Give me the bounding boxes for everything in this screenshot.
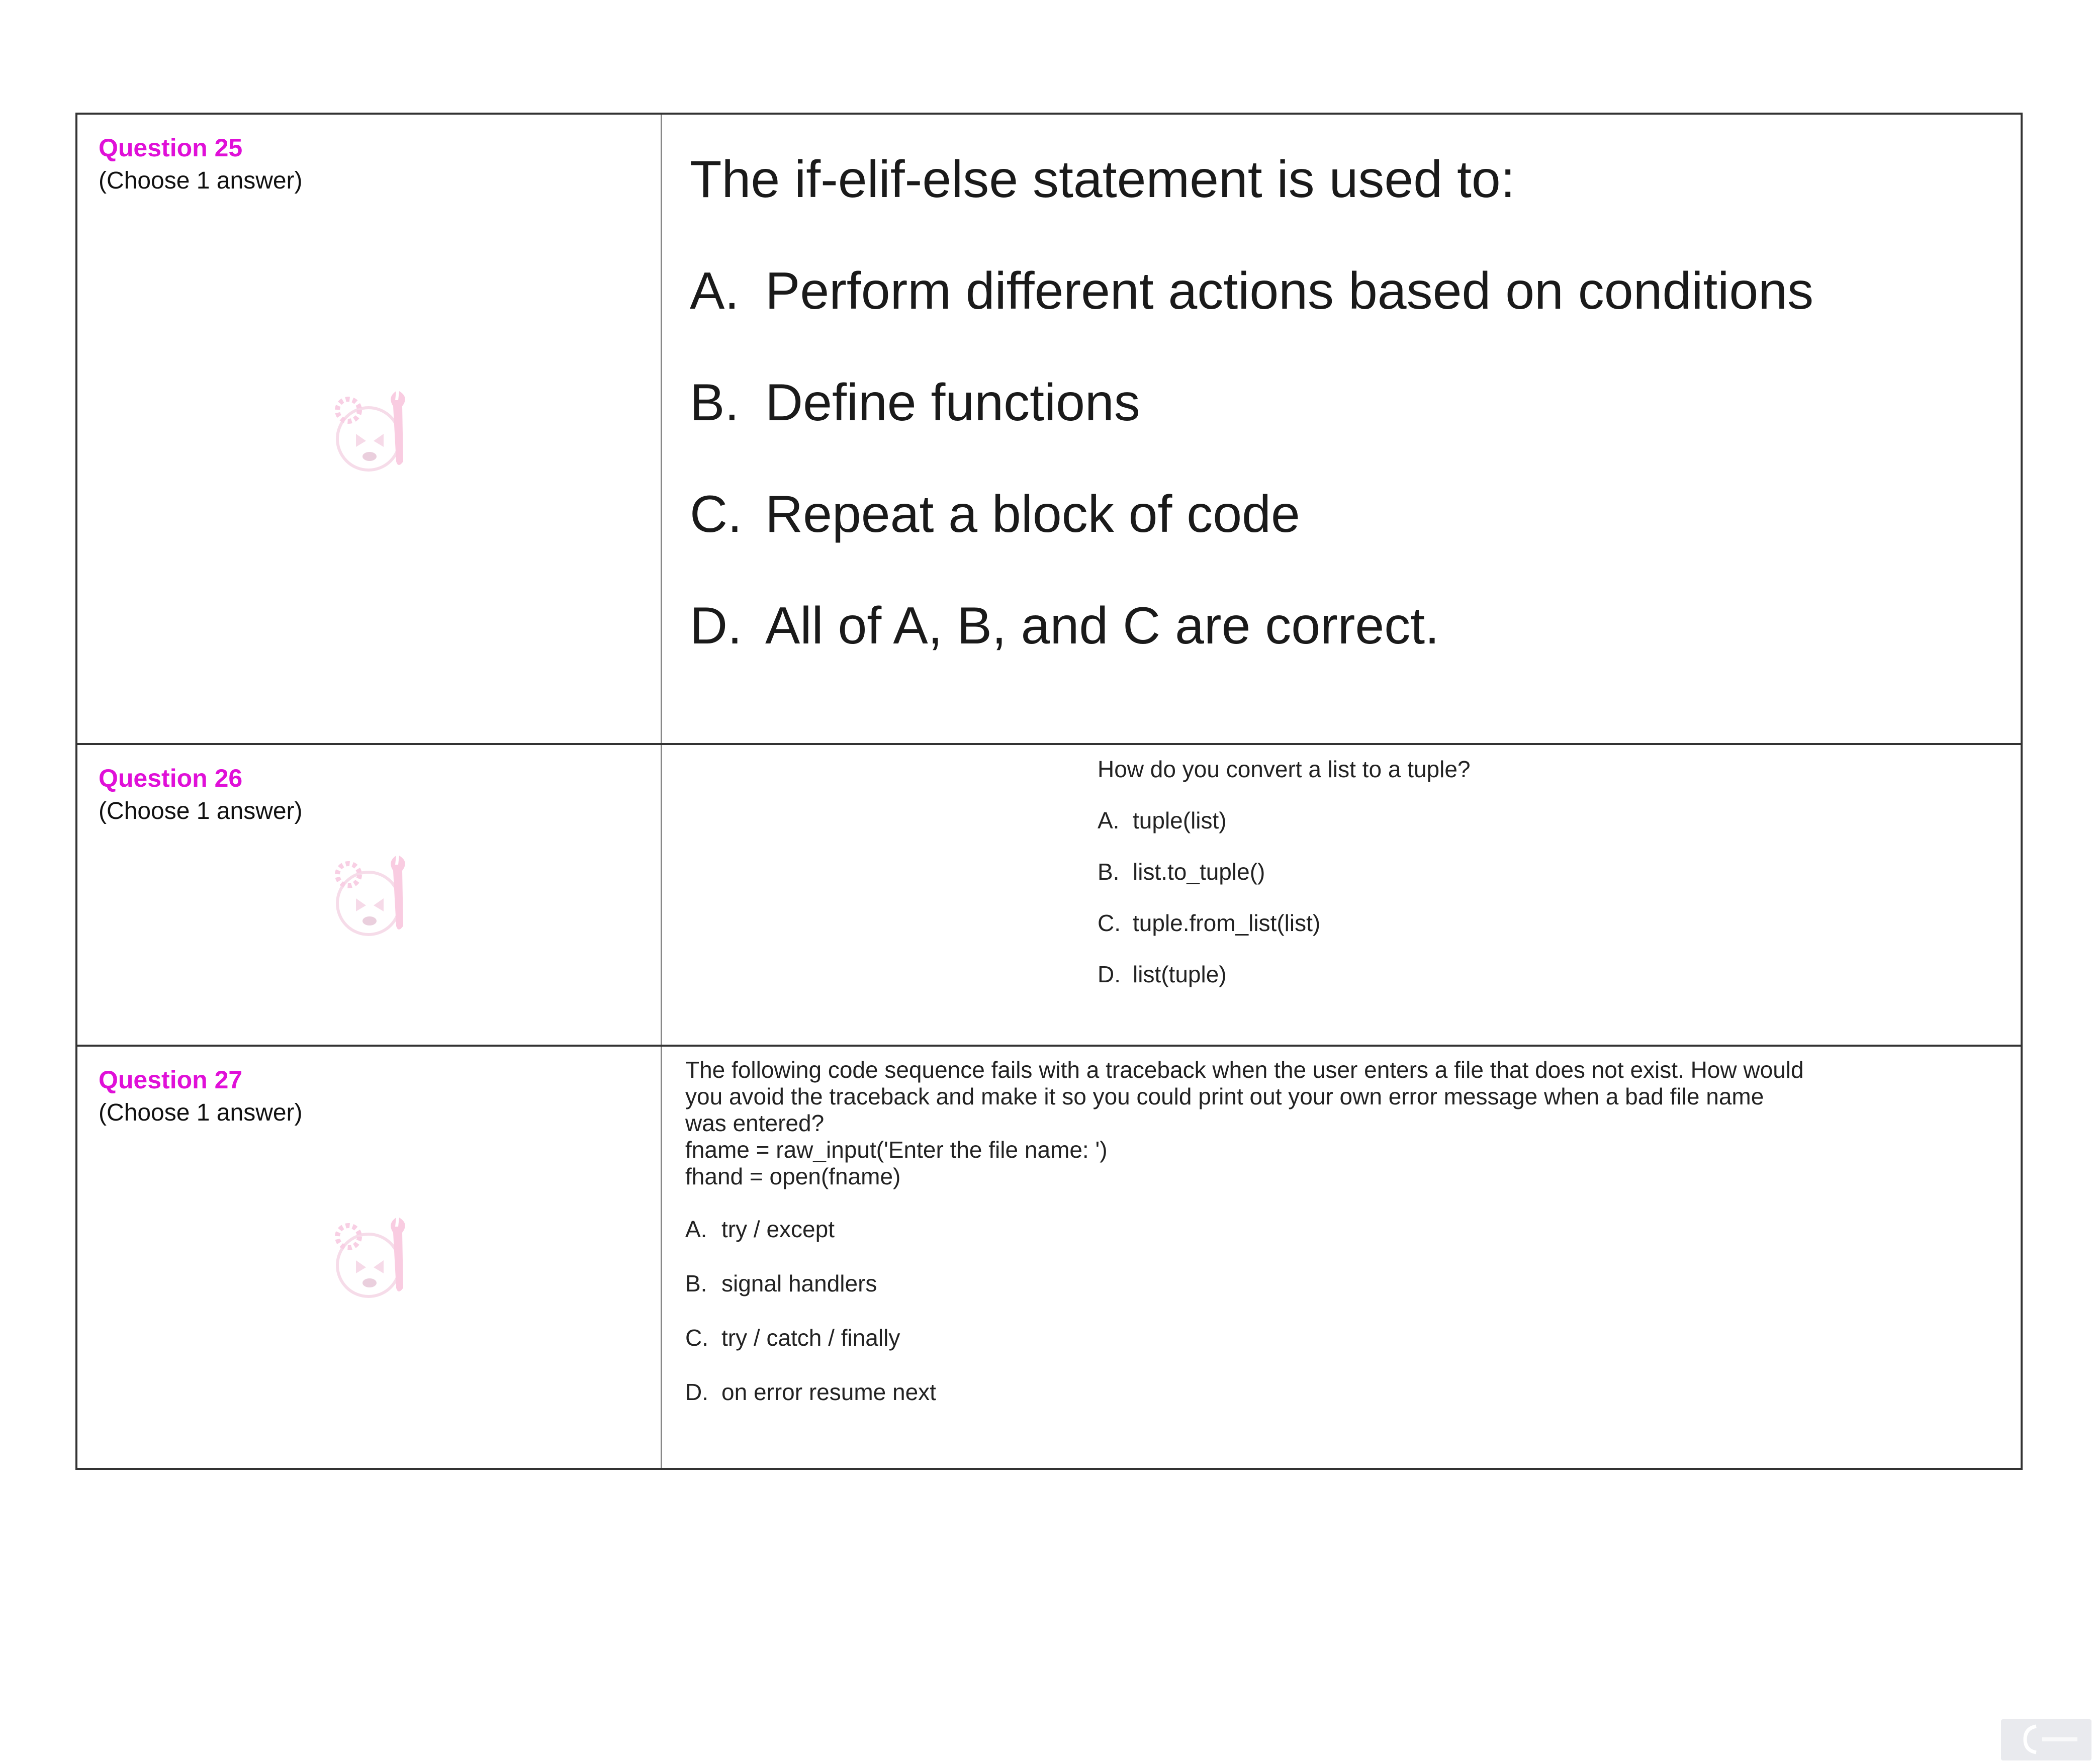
option-text: All of A, B, and C are correct. (765, 597, 1440, 655)
question-title: Question 27 (99, 1066, 243, 1094)
option-letter: D. (685, 1379, 708, 1405)
question-body-27 (662, 1047, 2021, 1468)
question-stem-line: was entered? (685, 1110, 825, 1136)
option-letter: B. (690, 374, 740, 432)
question-row-27 (77, 1045, 2021, 1468)
answer-option-d[interactable] (1098, 959, 1471, 989)
question-row-26 (77, 743, 2021, 1045)
option-text: tuple(list) (1133, 807, 1227, 833)
answer-option-b[interactable] (685, 1268, 1902, 1298)
option-letter: C. (690, 485, 742, 543)
question-instruction: (Choose 1 answer) (99, 167, 303, 194)
option-text: list.to_tuple() (1133, 859, 1265, 885)
option-letter: A. (690, 262, 740, 320)
question-instruction: (Choose 1 answer) (99, 798, 303, 824)
answer-option-d[interactable] (690, 570, 1813, 682)
answer-option-d[interactable] (685, 1377, 1902, 1407)
option-letter: D. (1098, 961, 1121, 987)
watermark-logo-icon (2001, 1719, 2091, 1760)
question-body-26 (662, 745, 2021, 1045)
answer-option-c[interactable] (690, 458, 1813, 570)
gear-wrench-mascot-icon (321, 1213, 421, 1303)
question-stem: The if-elif-else statement is used to: (690, 150, 1515, 209)
option-text: try / catch / finally (721, 1325, 900, 1351)
option-text: Repeat a block of code (765, 485, 1300, 543)
question-stem-line: The following code sequence fails with a traceback when the user enters a file that does not exist. How would (685, 1057, 1804, 1083)
answer-option-a[interactable] (1098, 805, 1471, 835)
option-text: signal handlers (721, 1270, 877, 1296)
question-title: Question 26 (99, 764, 243, 792)
option-letter: C. (1098, 910, 1121, 936)
gear-wrench-mascot-icon (321, 386, 421, 477)
question-stem: How do you convert a list to a tuple? (1098, 756, 1471, 782)
option-letter: A. (1098, 807, 1120, 833)
option-text: Define functions (765, 374, 1140, 432)
quiz-table (75, 113, 2023, 1470)
code-line: fname = raw_input('Enter the file name: ') (685, 1137, 1108, 1163)
question-instruction: (Choose 1 answer) (99, 1099, 303, 1126)
option-text: try / except (721, 1216, 835, 1242)
option-letter: C. (685, 1325, 708, 1351)
gear-wrench-mascot-icon (321, 851, 421, 941)
answer-option-c[interactable] (1098, 908, 1471, 938)
answer-option-a[interactable] (685, 1214, 1902, 1244)
answer-option-b[interactable] (1098, 857, 1471, 887)
option-text: list(tuple) (1133, 961, 1227, 987)
answer-option-a[interactable] (690, 235, 1813, 347)
answer-option-b[interactable] (690, 347, 1813, 458)
question-title: Question 25 (99, 134, 243, 162)
answer-option-c[interactable] (685, 1323, 1902, 1353)
option-letter: A. (685, 1216, 707, 1242)
question-body-25 (662, 115, 2021, 743)
question-meta-26 (77, 745, 662, 1045)
question-meta-27 (77, 1047, 662, 1468)
code-line: fhand = open(fname) (685, 1163, 901, 1189)
option-text: on error resume next (721, 1379, 936, 1405)
option-text: tuple.from_list(list) (1133, 910, 1321, 936)
option-letter: B. (1098, 859, 1120, 885)
question-row-25 (77, 115, 2021, 743)
option-letter: D. (690, 597, 742, 655)
watermark-logo-icon (2001, 1719, 2091, 1760)
option-letter: B. (685, 1270, 707, 1296)
question-stem-line: you avoid the traceback and make it so you could print out your own error message when a bad file name (685, 1083, 1764, 1109)
option-text: Perform different actions based on conditions (765, 262, 1814, 320)
question-meta-25 (77, 115, 662, 743)
